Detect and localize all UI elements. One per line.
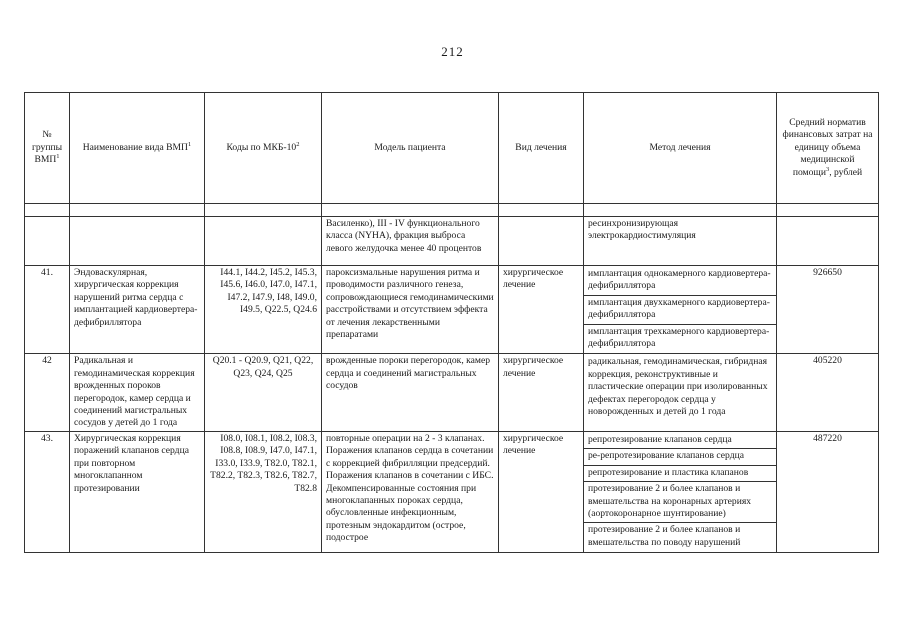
- continuation-method: ресинхронизирующая электрокардиостимуляция: [584, 217, 777, 266]
- row-patient-model: пароксизмальные нарушения ритма и проводимости различного генеза, сопровождающиеся гемодинамическими расстройствами и отсутствием эффекта от лечения лекарственными препаратами: [322, 266, 499, 354]
- method-item: имплантация трехкамерного кардиовертера-дефибриллятора: [588, 325, 770, 350]
- row-patient-model: врожденные пороки перегородок, камер сердца и соединений магистральных сосудов: [322, 354, 499, 431]
- method-item: радикальная, гемодинамическая, гибридная коррекция, реконструктивные и пластические операции при изолированных дефектах перегородок сердца у новорожденных и детей до 1 года: [588, 356, 768, 418]
- vmp-table: [24, 92, 879, 553]
- row-number: 43.: [25, 431, 70, 552]
- row-vmp-name: Эндоваскулярная, хирургическая коррекция нарушений ритма сердца с имплантацией кардиовертера-дефибриллятора: [70, 266, 205, 354]
- method-item: ре-репротезирование клапанов сердца: [584, 449, 776, 465]
- table-row: [25, 354, 879, 431]
- spacer-row: [25, 204, 879, 217]
- header-icd-codes: Коды по МКБ-$10^2$: [205, 93, 322, 204]
- row-number: 42: [25, 354, 70, 431]
- header-group-no: № группы ВМП$^1$: [25, 93, 70, 204]
- row-methods: [584, 266, 777, 354]
- method-item: протезирование 2 и более клапанов и вмешательства на коронарных артериях (аортокоронарное шунтирование): [584, 482, 776, 523]
- row-methods: [584, 431, 777, 552]
- row-icd-codes: Q20.1 - Q20.9, Q21, Q22, Q23, Q24, Q25: [205, 354, 322, 431]
- row-vmp-name: Радикальная и гемодинамическая коррекция врожденных пороков перегородок, камер сердца и соединений магистральных сосудов у детей до 1 года: [70, 354, 205, 431]
- method-item: репротезирование клапанов сердца: [584, 433, 776, 449]
- row-number: 41.: [25, 266, 70, 354]
- row-treatment-type: хирургическое лечение: [499, 354, 584, 431]
- row-cost: 405220: [777, 354, 879, 431]
- header-treatment-method: Метод лечения: [584, 93, 777, 204]
- header-patient-model: Модель пациента: [322, 93, 499, 204]
- row-treatment-type: хирургическое лечение: [499, 266, 584, 354]
- continuation-patient-model: Василенко), III - IV функционального класса (NYHA), фракция выброса левого желудочка менее 40 процентов: [322, 217, 499, 266]
- method-item: имплантация двухкамерного кардиовертера-дефибриллятора: [584, 296, 776, 325]
- row-cost: 487220: [777, 431, 879, 552]
- header-avg-cost: Средний норматив финансовых затрат на единицу объема медицинской помощи$^3$, рублей: [777, 93, 879, 204]
- row-patient-model: повторные операции на 2 - 3 клапанах. Поражения клапанов сердца в сочетании с коррекцией фибрилляции предсердий. Поражения клапанов в сочетании с ИБС. Декомпенсированные состояния при многоклапанных пороках сердца, обусловленные инфекционным, протезным эндокардитом (острое, подострое: [322, 431, 499, 552]
- header-vmp-name: Наименование вида ВМП$^1$: [70, 93, 205, 204]
- table-row: [25, 431, 879, 552]
- method-item: имплантация однокамерного кардиовертера-дефибриллятора: [584, 267, 776, 296]
- row-vmp-name: Хирургическая коррекция поражений клапанов сердца при повторном многоклапанном протезировании: [70, 431, 205, 552]
- method-item: протезирование 2 и более клапанов и вмешательства по поводу нарушений: [588, 524, 741, 548]
- row-treatment-type: хирургическое лечение: [499, 431, 584, 552]
- continuation-row: [25, 217, 879, 266]
- header-row: [25, 93, 879, 204]
- page-number: 212: [441, 44, 464, 59]
- method-item: репротезирование и пластика клапанов: [584, 466, 776, 482]
- row-icd-codes: I44.1, I44.2, I45.2, I45.3, I45.6, I46.0, I47.0, I47.1, I47.2, I47.9, I48, I49.0, I49.5, Q22.5, Q24.6: [205, 266, 322, 354]
- header-treatment-type: Вид лечения: [499, 93, 584, 204]
- row-methods: [584, 354, 777, 431]
- row-cost: 926650: [777, 266, 879, 354]
- row-icd-codes: I08.0, I08.1, I08.2, I08.3, I08.8, I08.9, I47.0, I47.1, I33.0, I33.9, T82.0, T82.1, T82.2, T82.3, T82.6, T82.7, T82.8: [205, 431, 322, 552]
- table-row: [25, 266, 879, 354]
